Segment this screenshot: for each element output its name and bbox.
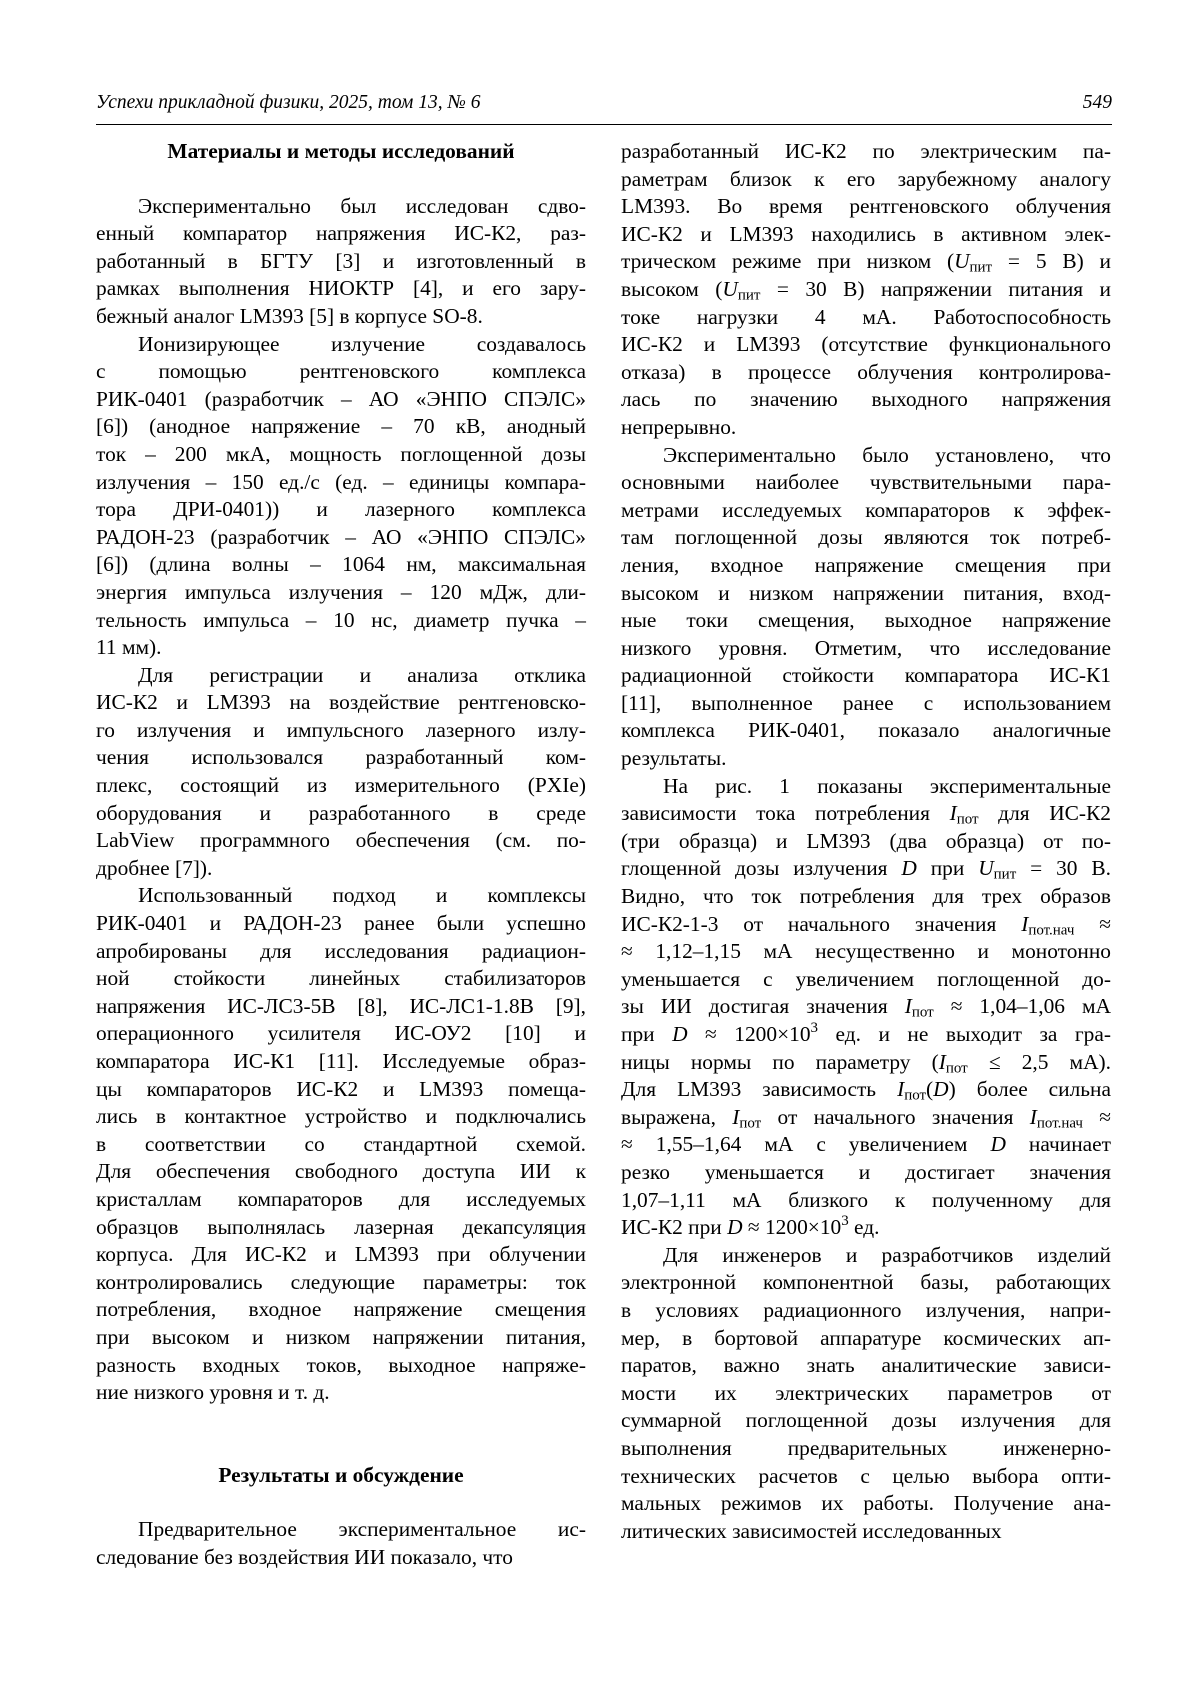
text-line: (три образца) и LM393 (два образца) от по-	[621, 828, 1111, 853]
text-line: компаратора ИС-К1 [11]. Исследуемые образ-	[96, 1049, 586, 1073]
text-line: электронной компонентной базы, работающих	[621, 1270, 1111, 1295]
paragraph-results-2	[621, 442, 1111, 773]
paragraph-methods-3	[96, 662, 586, 883]
text-line: Экспериментально был исследован сдво-	[138, 193, 586, 218]
text-line: ≈ 1,12–1,15 мА несущественно и монотонно	[621, 939, 1111, 964]
text-line: ИС-К2 и LM393 (отсутствие функционального	[621, 332, 1111, 357]
text-line: Экспериментально было установлено, что	[663, 442, 1111, 467]
text-line: ные токи смещения, выходное напряжение	[621, 608, 1111, 633]
text-line: ИС-К2 и LM393 находились в активном элек-	[621, 221, 1111, 246]
text-line: ницы нормы по параметру ($I_{пот} \le 2,5$ мА).	[621, 1049, 1111, 1077]
text-line: корпуса. Для ИС-К2 и LM393 при облучении	[96, 1242, 586, 1267]
text-line: плекс, состоящий из измерительного (PXIe)	[96, 773, 586, 798]
text-line: литических зависимостей исследованных	[621, 1518, 1002, 1543]
text-line: контролировались следующие параметры: ток	[96, 1269, 586, 1294]
left-column	[96, 138, 586, 1572]
text-line: в соответствии со стандартной схемой.	[96, 1131, 586, 1156]
text-line: 11 мм).	[96, 635, 162, 660]
text-line: уменьшается с увеличением поглощенной до-	[621, 966, 1111, 991]
text-line: низкого уровня. Отметим, что исследование	[621, 635, 1111, 660]
paragraph-results-3	[621, 773, 1111, 1242]
paragraph-results-1-continued	[621, 138, 1111, 442]
text-line: радиационной стойкости компаратора ИС-К1	[621, 663, 1111, 688]
paragraph-lines	[621, 304, 1111, 442]
text-line: Для LM393 зависимость $I_{пот}(D)$ более сильна	[621, 1077, 1111, 1104]
text-line: РИК-0401 (разработчик – АО «ЭНПО СПЭЛС»	[96, 386, 586, 411]
text-line: Для обеспечения свободного доступа ИИ к	[96, 1159, 586, 1184]
text-line: высоком и низком напряжении питания, вход-	[621, 580, 1111, 605]
text-line: трическом режиме при низком ($U_{пит} = 5$ В) и	[621, 249, 1111, 277]
text-line: в условиях радиационного излучения, напри-	[621, 1297, 1111, 1322]
text-line: суммарной поглощенной дозы излучения для	[621, 1408, 1111, 1433]
paragraph-results-1	[96, 1516, 586, 1571]
text-line: потребления, входное напряжение смещения	[96, 1297, 586, 1322]
text-line: ≈ 1,55–1,64 мА с увеличением D начинает	[621, 1132, 1112, 1157]
text-line: го излучения и импульсного лазерного излу-	[96, 717, 586, 742]
paragraph-methods-4	[96, 882, 586, 1406]
text-line: оборудования и разработанного в среде	[96, 800, 586, 825]
paragraph-results-4	[621, 1242, 1111, 1546]
text-line: энергия импульса излучения – 120 мДж, дли-	[96, 579, 586, 604]
text-line: енный компаратор напряжения ИС-К2, раз-	[96, 221, 586, 246]
text-line: чения использовался разработанный ком-	[96, 745, 586, 770]
text-line: тора ДРИ-0401)) и лазерного комплекса	[96, 497, 586, 522]
page-header	[96, 88, 1112, 125]
text-line: основными наиболее чувствительными пара-	[621, 470, 1111, 495]
text-line: зы ИИ достигая значения $I_{пот} \approx 1,04-1,06$ мА	[621, 994, 1111, 1022]
text-line: Для регистрации и анализа отклика	[138, 662, 586, 687]
text-line: Видно, что ток потребления для трех образов	[621, 884, 1111, 909]
text-line: напряжения ИС-ЛС3-5В [8], ИС-ЛС1-1.8В [9],	[96, 993, 586, 1018]
text-line: Использованный подход и комплексы	[138, 883, 586, 908]
text-line: цы компараторов ИС-К2 и LM393 помеща-	[96, 1076, 586, 1101]
text-line: раметрам близок к его зарубежному аналогу	[621, 166, 1111, 191]
text-line: [6]) (анодное напряжение – 70 кВ, анодный	[96, 414, 586, 439]
text-line: при высоком и низком напряжении питания,	[96, 1324, 586, 1349]
paragraph-methods-1	[96, 193, 586, 331]
text-line: непрерывно.	[621, 414, 737, 439]
text-line: работанный в БГТУ [3] и изготовленный в	[96, 248, 586, 273]
text-line: технических расчетов с целью выбора опти-	[621, 1463, 1111, 1488]
text-line: разработанный ИС-К2 по электрическим па-	[621, 139, 1111, 163]
text-line: бежный аналог LM393 [5] в корпусе SO-8.	[96, 303, 483, 328]
text-line: ток – 200 мкА, мощность поглощенной дозы	[96, 441, 586, 466]
text-line: Для инженеров и разработчиков изделий	[663, 1242, 1111, 1267]
text-line: лась по значению выходного напряжения	[621, 387, 1111, 412]
text-line: метрами исследуемых компараторов к эффек-	[621, 497, 1111, 522]
text-line: ной стойкости линейных стабилизаторов	[96, 966, 586, 991]
section-heading-results: Результаты и обсуждение	[218, 1462, 464, 1487]
text-line: дробнее [7]).	[96, 855, 213, 880]
text-line: зависимости тока потребления $I_{пот}$ для ИС-К2	[621, 801, 1111, 828]
text-line: тельность импульса – 10 нс, диаметр пучка –	[96, 607, 586, 632]
text-line: образцов выполнялась лазерная декапсуляция	[96, 1214, 586, 1239]
text-line: глощенной дозы излучения D при $U_{пит} = 30$ В.	[621, 856, 1111, 884]
text-line: результаты.	[621, 746, 727, 771]
text-line: [6]) (длина волны – 1064 нм, максимальная	[96, 552, 586, 577]
page-number: 549	[1082, 92, 1112, 113]
text-line: разность входных токов, выходное напряже-	[96, 1352, 586, 1377]
text-line: ИС-К2 и LM393 на воздействие рентгеновско-	[96, 690, 586, 715]
text-line: операционного усилителя ИС-ОУ2 [10] и	[96, 1021, 586, 1046]
text-line: рамках выполнения НИОКТР [4], и его зару-	[96, 276, 586, 301]
text-line: РИК-0401 и РАДОН-23 ранее были успешно	[96, 911, 586, 936]
text-line: высоком ($U_{пит} = 30$ В) напряжении питания и	[621, 276, 1111, 304]
text-line: резко уменьшается и достигает значения	[621, 1159, 1111, 1184]
text-line: [11], выполненное ранее с использованием	[621, 690, 1111, 715]
text-line: там поглощенной дозы являются ток потреб-	[621, 525, 1111, 550]
text-line: ления, входное напряжение смещения при	[621, 552, 1111, 577]
section-heading-methods: Материалы и методы исследований	[167, 139, 515, 163]
text-line: На рис. 1 показаны экспериментальные	[663, 773, 1111, 798]
text-line: мер, в бортовой аппаратуре космических ап-	[621, 1325, 1111, 1350]
text-line: Предварительное экспериментальное ис-	[138, 1517, 586, 1542]
text-line: комплекса РИК-0401, показало аналогичные	[621, 718, 1111, 743]
text-line: LM393. Во время рентгеновского облучения	[621, 194, 1111, 219]
right-column	[621, 138, 1111, 1545]
text-line: РАДОН-23 (разработчик – АО «ЭНПО СПЭЛС»	[96, 524, 586, 549]
text-line: следование без воздействия ИИ показало, что	[96, 1544, 513, 1569]
text-line: 1,07–1,11 мА близкого к полученному для	[621, 1187, 1111, 1212]
text-line: с помощью рентгеновского комплекса	[96, 359, 586, 384]
text-line: Ионизирующее излучение создавалось	[138, 331, 586, 356]
text-line: мости их электрических параметров от	[621, 1380, 1111, 1405]
text-line: ИС-К2-1-3 от начального значения $I_{пот.нач}$ ≈	[621, 911, 1111, 939]
text-line: ние низкого уровня и т. д.	[96, 1380, 330, 1405]
text-line: выражена, $I_{пот}$ от начального значения $I_{пот.нач}$ ≈	[621, 1104, 1111, 1132]
text-line: кристаллам компараторов для исследуемых	[96, 1186, 586, 1211]
paragraph-lines	[621, 138, 1111, 248]
journal-title: Успехи прикладной физики, 2025, том 13, № 6	[96, 92, 481, 113]
text-line: выполнения предварительных инженерно-	[621, 1435, 1111, 1460]
text-line: апробированы для исследования радиацион-	[96, 938, 586, 963]
text-line: токе нагрузки 4 мА. Работоспособность	[621, 304, 1111, 329]
text-line: паратов, важно знать аналитические зависи-	[621, 1353, 1111, 1378]
text-line: лись в контактное устройство и подключались	[96, 1104, 586, 1129]
text-line: мальных режимов их работы. Получение ана-	[621, 1491, 1111, 1516]
text-line: при $D \approx 1200\times 10^3$ ед. и не выходит за гра-	[621, 1020, 1111, 1046]
text-line: отказа) в процессе облучения контролирова-	[621, 359, 1111, 384]
text-line: LabView программного обеспечения (см. по-	[96, 828, 586, 853]
paragraph-methods-2	[96, 331, 586, 662]
text-line: ИС-К2 при $D \approx 1200\times 10^3$ ед.	[621, 1213, 880, 1240]
text-line: излучения – 150 ед./с (ед. – единицы компара-	[96, 469, 586, 494]
